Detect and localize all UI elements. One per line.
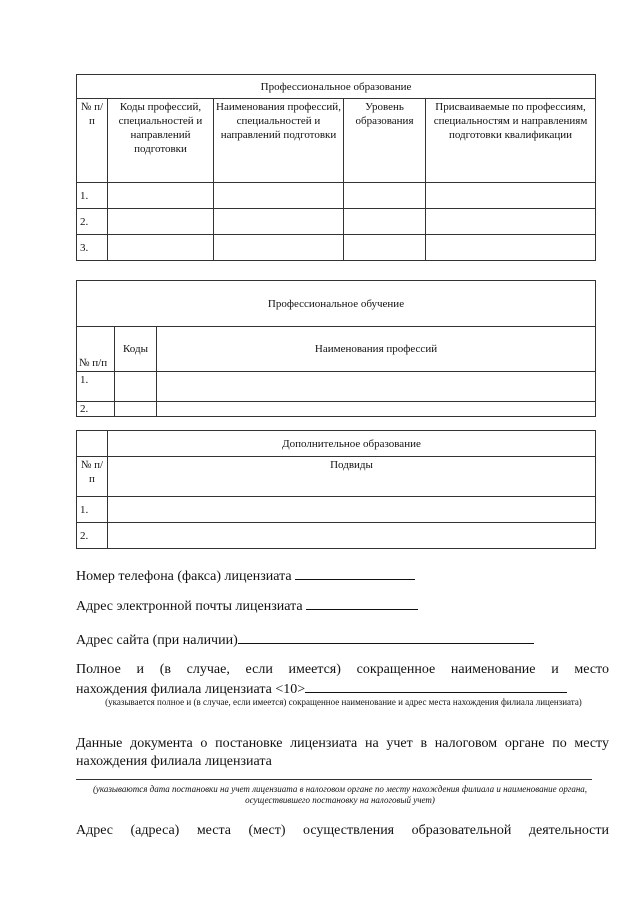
table-row	[77, 402, 596, 417]
table-row	[77, 372, 596, 402]
site-field	[76, 630, 534, 650]
row-number: 1.	[77, 497, 108, 523]
table1-header-number: № п/п	[77, 99, 108, 183]
table-row	[77, 209, 596, 235]
table-cell[interactable]	[115, 372, 157, 402]
tax-line-2: нахождения филиала лицензиата	[76, 754, 272, 769]
email-input-line[interactable]	[306, 596, 418, 610]
table-row	[77, 497, 596, 523]
table-row	[77, 235, 596, 261]
table-cell[interactable]	[157, 402, 596, 417]
table1-header-level: Уровень образования	[344, 99, 426, 183]
row-number: 2.	[77, 402, 115, 417]
email-label: Адрес электронной почты лицензиата	[76, 599, 303, 614]
table-cell[interactable]	[426, 183, 596, 209]
address-line: Адрес (адреса) места (мест) осуществления образовательной деятельности	[76, 823, 609, 838]
table2-header-names: Наименования профессий	[157, 327, 596, 372]
additional-education-table	[76, 430, 596, 549]
table-row	[77, 183, 596, 209]
table2-header-number: № п/п	[77, 327, 115, 372]
table-cell[interactable]	[108, 235, 214, 261]
table-cell[interactable]	[115, 402, 157, 417]
tax-line-1: Данные документа о постановке лицензиата на учет в налоговом органе по месту	[76, 736, 609, 751]
row-number: 1.	[77, 372, 115, 402]
professional-education-table	[76, 74, 596, 261]
table-cell[interactable]	[344, 183, 426, 209]
table1-header-names: Наименования профессий, специальностей и направлений подготовки	[214, 99, 344, 183]
email-field	[76, 596, 418, 616]
branch-label: нахождения филиала лицензиата <10>	[76, 682, 306, 697]
table3-title: Дополнительное образование	[108, 431, 596, 457]
row-number: 2.	[77, 523, 108, 549]
table1-title: Профессиональное образование	[77, 75, 596, 99]
table2-title: Профессиональное обучение	[77, 281, 596, 327]
table-cell[interactable]	[108, 209, 214, 235]
table-cell[interactable]	[108, 497, 596, 523]
row-number: 2.	[77, 209, 108, 235]
phone-label: Номер телефона (факса) лицензиата	[76, 569, 292, 584]
table-cell[interactable]	[214, 183, 344, 209]
branch-note: (указывается полное и (в случае, если имеется) сокращенное наименование и адрес места нахождения филиала лицензиата)	[105, 697, 582, 707]
table-cell[interactable]	[108, 523, 596, 549]
table3-header-number: № п/п	[77, 457, 108, 497]
table-cell[interactable]	[214, 209, 344, 235]
phone-input-line[interactable]	[295, 566, 415, 580]
professional-training-table	[76, 280, 596, 417]
table-cell[interactable]	[214, 235, 344, 261]
tax-input-line[interactable]	[76, 779, 592, 780]
row-number: 3.	[77, 235, 108, 261]
table3-header-subtypes: Подвиды	[108, 457, 596, 497]
table-cell[interactable]	[344, 235, 426, 261]
table-cell[interactable]	[157, 372, 596, 402]
tax-note: (указываются дата постановки на учет лицензиата в налоговом органе по месту нахождения филиала и наименование органа, осуществившего постановку на налоговый учет)	[92, 784, 588, 805]
row-number: 1.	[77, 183, 108, 209]
table-cell[interactable]	[108, 183, 214, 209]
branch-line-1: Полное и (в случае, если имеется) сокращенное наименование и место	[76, 662, 609, 677]
site-input-line[interactable]	[238, 630, 534, 644]
table1-header-qualifications: Присваиваемые по профессиям, специальностям и направлениям подготовки квалификации	[426, 99, 596, 183]
table-cell[interactable]	[426, 235, 596, 261]
table1-header-codes: Коды профессий, специальностей и направлений подготовки	[108, 99, 214, 183]
table-cell[interactable]	[344, 209, 426, 235]
table-row	[77, 523, 596, 549]
table2-header-codes: Коды	[115, 327, 157, 372]
table-cell	[77, 431, 108, 457]
phone-field	[76, 566, 415, 586]
table-cell[interactable]	[426, 209, 596, 235]
site-label: Адрес сайта (при наличии)	[76, 633, 238, 648]
branch-input-line[interactable]	[305, 679, 567, 693]
branch-field	[76, 679, 567, 699]
